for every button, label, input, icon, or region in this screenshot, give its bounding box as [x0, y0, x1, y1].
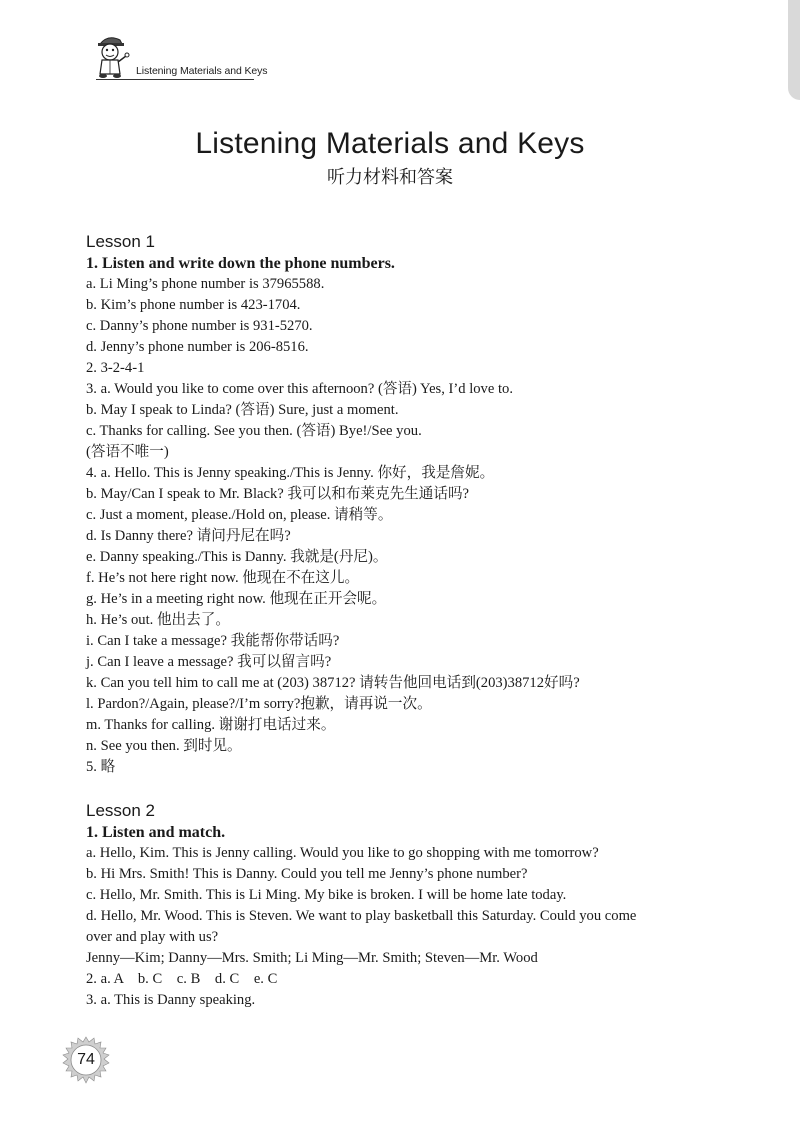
answer-line: i. Can I take a message? 我能帮你带话吗? [86, 633, 340, 649]
answer-line: d. Jenny’s phone number is 206-8516. [86, 339, 309, 355]
answer-line: a. Hello, Kim. This is Jenny calling. Would you like to go shopping with me tomorrow? [86, 845, 599, 861]
page-title: Listening Materials and Keys [195, 127, 585, 160]
header-rule [96, 79, 254, 80]
lesson-2-section-title: 1. Listen and match. [86, 824, 226, 841]
answer-line: j. Can I leave a message? 我可以留言吗? [86, 654, 332, 670]
main-content [86, 231, 726, 1011]
answer-line: c. Just a moment, please./Hold on, please. 请稍等。 [86, 507, 393, 523]
answer-line: (答语不唯一) [86, 444, 169, 460]
answer-line: f. He’s not here right now. 他现在不在这儿。 [86, 570, 360, 586]
answer-line: over and play with us? [86, 929, 219, 945]
answer-line: 4. a. Hello. This is Jenny speaking./This is Jenny. 你好，我是詹妮。 [86, 465, 495, 481]
lesson-2-title: Lesson 2 [86, 801, 155, 820]
answer-line: k. Can you tell him to call me at (203) 38712? 请转告他回电话到(203)38712好吗? [86, 675, 580, 691]
lesson-1-section-title: 1. Listen and write down the phone numbers. [86, 255, 395, 272]
answer-line: h. He’s out. 他出去了。 [86, 612, 230, 628]
answer-line: b. Kim’s phone number is 423-1704. [86, 297, 301, 313]
title-block [0, 126, 780, 190]
answer-line: 2. a. A b. C c. B d. C e. C [86, 971, 278, 987]
answer-line: m. Thanks for calling. 谢谢打电话过来。 [86, 717, 336, 733]
answer-line: d. Is Danny there? 请问丹尼在吗? [86, 528, 291, 544]
answer-line: 5. 略 [86, 759, 116, 775]
section-gap [86, 778, 726, 800]
answer-line: b. May/Can I speak to Mr. Black? 我可以和布莱克先生通话吗? [86, 486, 470, 502]
answer-line: a. Li Ming’s phone number is 37965588. [86, 276, 325, 292]
lesson-1-title: Lesson 1 [86, 232, 155, 251]
answer-line: g. He’s in a meeting right now. 他现在正开会呢。 [86, 591, 387, 607]
answer-line: Jenny—Kim; Danny—Mrs. Smith; Li Ming—Mr. Smith; Steven—Mr. Wood [86, 950, 538, 966]
header-title: Listening Materials and Keys [136, 65, 268, 77]
answer-line: 3. a. Would you like to come over this afternoon? (答语) Yes, I’d love to. [86, 381, 513, 397]
lesson-1-lines [86, 274, 726, 778]
answer-line: l. Pardon?/Again, please?/I’m sorry?抱歉，请再说一次。 [86, 696, 432, 712]
answer-line: b. May I speak to Linda? (答语) Sure, just a moment. [86, 402, 399, 418]
answer-line: d. Hello, Mr. Wood. This is Steven. We want to play basketball this Saturday. Could you come [86, 908, 637, 924]
answer-line: c. Thanks for calling. See you then. (答语) Bye!/See you. [86, 423, 422, 439]
answer-line: 3. a. This is Danny speaking. [86, 992, 256, 1008]
answer-line: n. See you then. 到时见。 [86, 738, 242, 754]
answer-line: b. Hi Mrs. Smith! This is Danny. Could you tell me Jenny’s phone number? [86, 866, 528, 882]
answer-line: e. Danny speaking./This is Danny. 我就是(丹尼)。 [86, 549, 388, 565]
page-number-badge [62, 1036, 110, 1084]
lesson-2-lines [86, 843, 726, 1011]
answer-line: 2. 3-2-4-1 [86, 360, 145, 376]
answer-line: c. Hello, Mr. Smith. This is Li Ming. My bike is broken. I will be home late today. [86, 887, 567, 903]
cartoon-mascot-icon [88, 30, 138, 80]
running-header [88, 30, 268, 80]
page-subtitle: 听力材料和答案 [327, 167, 453, 188]
page-edge-tab [788, 0, 800, 100]
page-number: 74 [77, 1051, 95, 1068]
answer-line: c. Danny’s phone number is 931-5270. [86, 318, 313, 334]
